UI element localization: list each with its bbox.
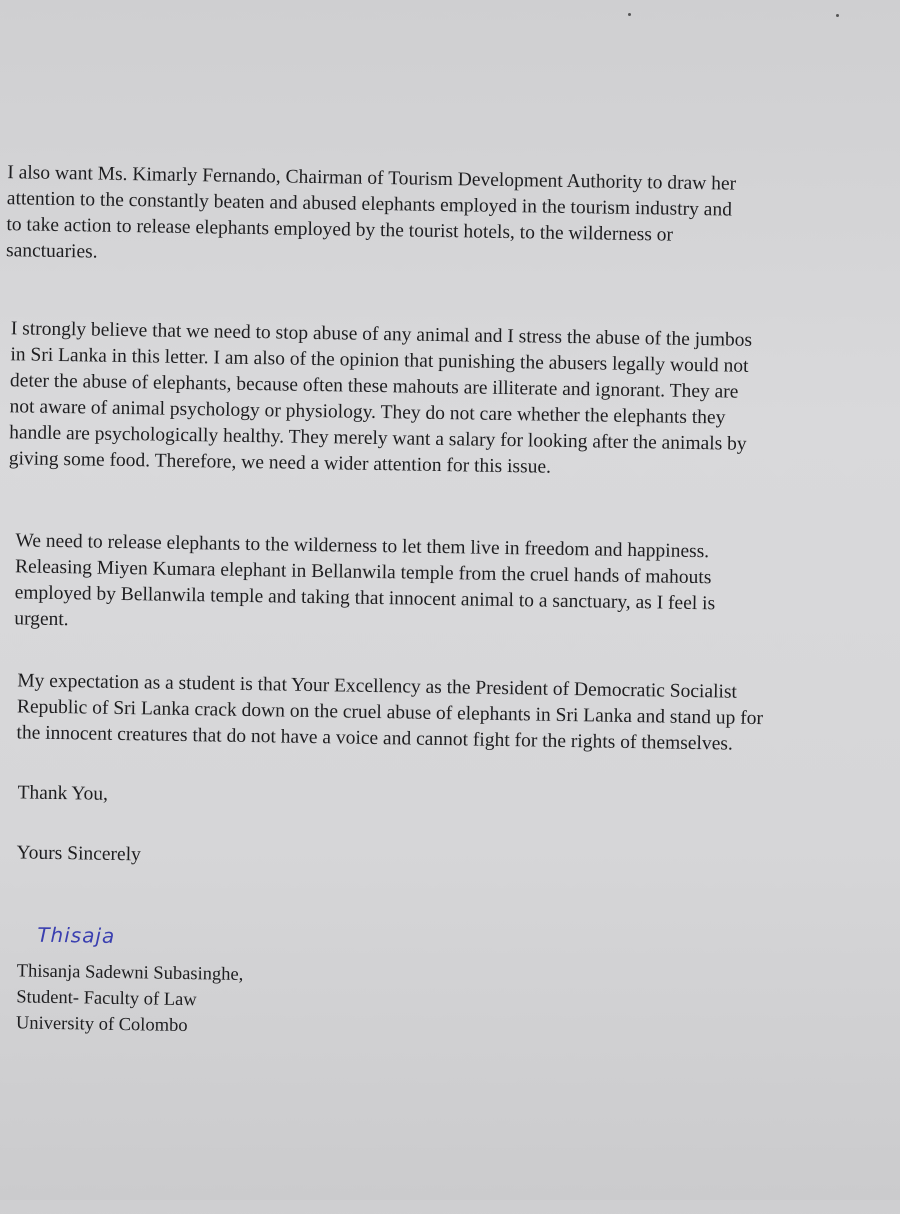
signatory-name: Thisanja Sadewni Subasinghe, <box>16 961 244 985</box>
paper-speck <box>836 14 839 17</box>
paragraph-release-elephants <box>14 528 716 643</box>
text-line: deter the abuse of elephants, because often these mahouts are illiterate and ignorant. They are <box>9 370 739 403</box>
text-line: We need to release elephants to the wilderness to let them live in freedom and happiness. <box>15 530 710 563</box>
text-line: handle are psychologically healthy. They merely want a salary for looking after the animals by <box>9 422 747 455</box>
text-line: giving some food. Therefore, we need a wider attention for this issue. <box>8 448 552 478</box>
closing-line: Thank You, <box>17 782 109 805</box>
signatory-institution: University of Colombo <box>15 1013 188 1037</box>
text-line: I strongly believe that we need to stop abuse of any animal and I stress the abuse of the jumbos <box>10 318 753 351</box>
text-line: in Sri Lanka in this letter. I am also of the opinion that punishing the abusers legally would not <box>10 344 749 377</box>
text-line: sanctuaries. <box>5 240 98 263</box>
text-line: not aware of animal psychology or physiology. They do not care whether the elephants they <box>9 396 726 429</box>
text-line: urgent. <box>14 608 69 631</box>
text-line: I also want Ms. Kimarly Fernando, Chairman of Tourism Development Authority to draw her <box>7 162 737 195</box>
paragraph-tourism-authority <box>6 160 736 275</box>
text-line: attention to the constantly beaten and abused elephants employed in the tourism industry and <box>6 188 733 221</box>
text-line: employed by Bellanwila temple and taking that innocent animal to a sanctuary, as I feel is <box>14 582 716 615</box>
paragraph-stop-abuse <box>9 316 753 484</box>
text-line: to take action to release elephants employed by the tourist hotels, to the wilderness or <box>6 214 674 246</box>
handwritten-signature: Thisaja <box>37 922 116 948</box>
signature-block <box>16 958 244 1040</box>
text-line: the innocent creatures that do not have a voice and cannot fight for the rights of themselves. <box>16 722 733 755</box>
paragraph-expectation <box>16 668 763 758</box>
text-line: Republic of Sri Lanka crack down on the cruel abuse of elephants in Sri Lanka and stand up for <box>16 696 764 730</box>
signatory-role: Student- Faculty of Law <box>16 987 197 1011</box>
text-line: Releasing Miyen Kumara elephant in Bellanwila temple from the cruel hands of mahouts <box>14 556 712 589</box>
regards-line: Yours Sincerely <box>16 842 141 866</box>
text-line: My expectation as a student is that Your Excellency as the President of Democratic Socialist <box>17 670 738 703</box>
paper-speck <box>628 13 631 16</box>
